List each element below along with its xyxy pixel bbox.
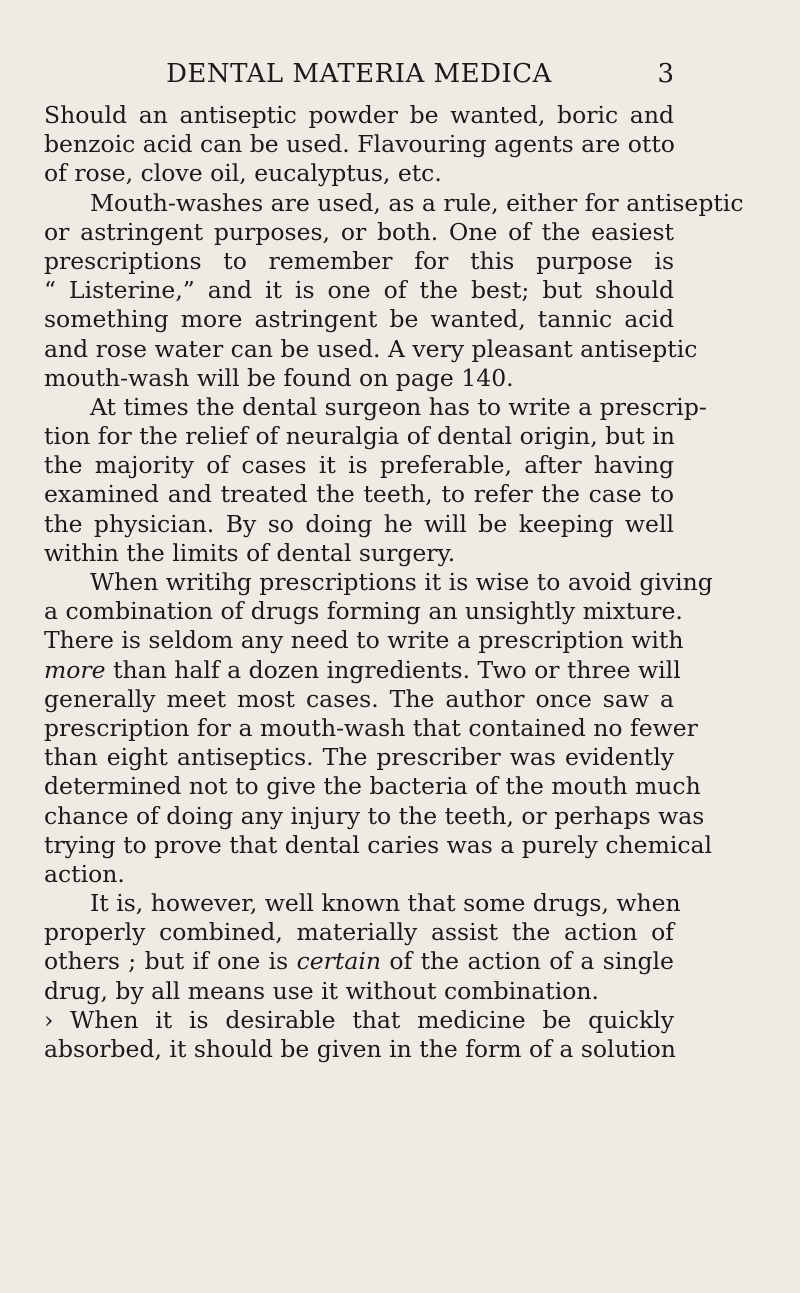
text-line: chance of doing any injury to the teeth, or perhaps was <box>44 801 705 830</box>
text-line <box>44 655 681 685</box>
page-number: 3 <box>657 59 674 89</box>
text-line: or astringent purposes, or both. One of the easiest <box>44 217 674 246</box>
text-line: There is seldom any need to write a prescription with <box>44 626 684 655</box>
text-line: absorbed, it should be given in the form of a solution <box>44 1035 676 1063</box>
text-line: Should an antiseptic powder be wanted, boric and <box>44 101 674 129</box>
text-line: prescription for a mouth-wash that contained no fewer <box>44 713 698 742</box>
text-line: action. <box>44 859 125 888</box>
text-line: generally meet most cases. The author once saw a <box>44 684 674 713</box>
text-fragment: than half a dozen ingredients. Two or three will <box>113 655 681 684</box>
text-line: determined not to give the bacteria of the mouth much <box>44 772 701 801</box>
text-line: At times the dental surgeon has to write a prescrip- <box>90 392 707 421</box>
text-line: tion for the relief of neuralgia of dental origin, but in <box>44 422 675 451</box>
text-line: a combination of drugs forming an unsightly mixture. <box>44 597 683 626</box>
text-line: benzoic acid can be used. Flavouring agents are otto <box>44 130 675 159</box>
text-line: and rose water can be used. A very pleasant antiseptic <box>44 334 698 363</box>
text-line <box>44 947 674 976</box>
text-fragment: others ; but if one is <box>44 947 289 976</box>
text-line: trying to prove that dental caries was a purely chemical <box>44 830 713 859</box>
text-line: “ Listerine,” and it is one of the best; but should <box>44 276 674 305</box>
text-line: of rose, clove oil, eucalyptus, etc. <box>44 159 442 188</box>
text-line: examined and treated the teeth, to refer the case to <box>44 480 674 509</box>
running-head <box>44 54 674 94</box>
text-line: prescriptions to remember for this purpose is <box>44 246 674 275</box>
text-line: › When it is desirable that medicine be quickly <box>44 1005 674 1034</box>
text-line: than eight antiseptics. The prescriber was evidently <box>44 743 674 772</box>
text-line: mouth-wash will be found on page 140. <box>44 363 514 392</box>
body-text <box>44 101 744 1064</box>
italic-word: certain <box>296 947 382 976</box>
text-line: the physician. By so doing he will be keeping well <box>44 509 674 538</box>
text-line: the majority of cases it is preferable, after having <box>44 451 674 480</box>
text-line: properly combined, materially assist the action of <box>44 918 674 947</box>
text-line: drug, by all means use it without combination. <box>44 976 599 1005</box>
text-line: something more astringent be wanted, tannic acid <box>44 305 674 334</box>
text-line: It is, however, well known that some drugs, when <box>90 889 681 918</box>
text-line: within the limits of dental surgery. <box>44 538 456 567</box>
text-fragment: of the action of a single <box>389 947 674 976</box>
text-line: When writihg prescriptions it is wise to avoid giving <box>90 568 713 596</box>
text-line: Mouth-washes are used, as a rule, either for antiseptic <box>90 188 744 217</box>
italic-word: more <box>44 655 106 684</box>
running-title: DENTAL MATERIA MEDICA <box>166 59 552 89</box>
